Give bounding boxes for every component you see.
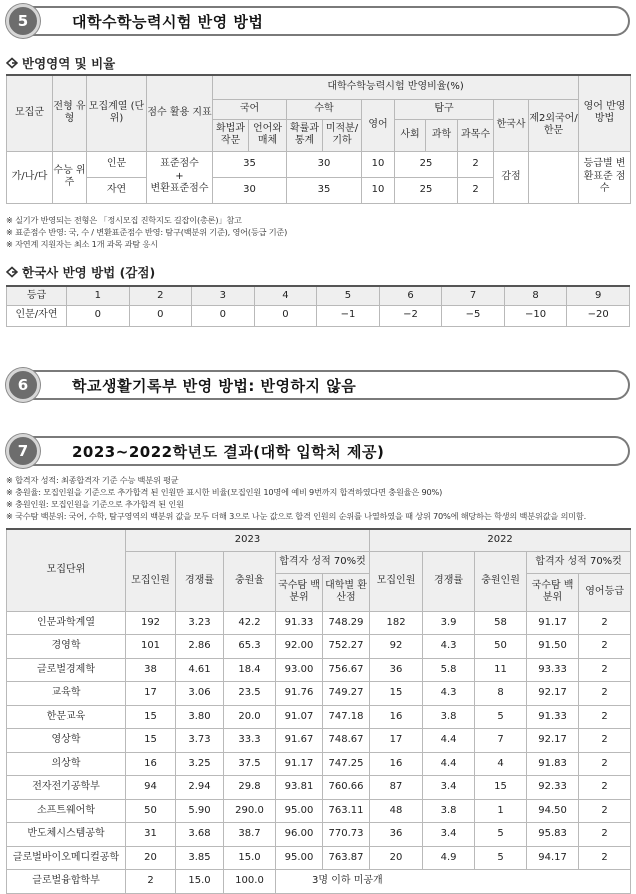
section-7-header [6, 434, 630, 468]
cell-competition: 4.61 [176, 658, 224, 682]
table-row [7, 752, 631, 776]
cell-converted: 756.67 [323, 658, 370, 682]
cell-unit: 한문교육 [7, 705, 126, 729]
note-line: ※ 자연계 지원자는 최소 1개 과목 과탐 응시 [6, 239, 158, 249]
note-line: ※ 합격자 성적: 최종합격자 기준 수능 백분위 평균 [6, 475, 179, 485]
deduct-cell: −10 [504, 305, 567, 326]
cell-group: 가/나/다 [7, 151, 53, 203]
cell-undisclosed: 3명 이하 미공개 [276, 870, 631, 894]
table-row [7, 635, 631, 659]
cell-competition: 5.90 [176, 799, 224, 823]
header-type: 전형 유형 [53, 75, 87, 151]
cell-fill-rate: 20.0 [224, 705, 276, 729]
header-cut70: 합격자 성적 70%컷 [527, 551, 631, 573]
cell-unit: 글로벌경제학 [7, 658, 126, 682]
header-inquiry-social: 사회 [395, 119, 426, 151]
note-line: ※ 국수탐 백분위: 국어, 수학, 탐구영역의 백분위 값을 모두 더해 3으로 나눈 값으로 합격 인원의 순위를 나열하였을 때 상위 70%에 해당하는 학생의 백분위값을 의미함. [6, 511, 586, 521]
cell-converted: 752.27 [323, 635, 370, 659]
header-foreign: 제2외국어/한문 [529, 99, 579, 151]
cell-history: 감점 [494, 151, 529, 203]
result-notes [6, 474, 586, 522]
cell-percentile: 91.83 [527, 752, 579, 776]
table-row [7, 823, 631, 847]
deduct-cell: −2 [379, 305, 442, 326]
cell-recruit: 17 [370, 729, 423, 753]
cell-fill-rate: 38.7 [224, 823, 276, 847]
grade-cell: 8 [504, 286, 567, 305]
cell-recruit: 15 [126, 729, 176, 753]
cell-percentile: 92.00 [276, 635, 323, 659]
cell-inquiry: 25 [395, 177, 458, 203]
cell-recruit: 31 [126, 823, 176, 847]
table-row [7, 870, 631, 894]
cell-english-grade: 2 [579, 705, 631, 729]
cell-competition: 3.8 [423, 705, 475, 729]
grade-cell: 5 [317, 286, 380, 305]
header-recruit: 모집인원 [370, 551, 423, 611]
cell-english-grade: 2 [579, 846, 631, 870]
header-history: 한국사 [494, 99, 529, 151]
cell-percentile: 91.17 [527, 611, 579, 635]
header-percentile: 국수탐 백분위 [527, 573, 579, 611]
index-text: 표준점수 [160, 158, 199, 170]
csat-ratio-table [6, 74, 631, 204]
cell-fill-rate: 100.0 [224, 870, 276, 894]
grade-cell: 7 [442, 286, 505, 305]
header-year-2023: 2023 [126, 529, 370, 551]
cell-recruit: 36 [370, 823, 423, 847]
cell-unit: 글로벌바이오메디컬공학 [7, 846, 126, 870]
cell-competition: 5.8 [423, 658, 475, 682]
cell-recruit: 92 [370, 635, 423, 659]
header-math: 수학 [287, 99, 362, 119]
cell-competition: 3.80 [176, 705, 224, 729]
header-english: 영어 [362, 99, 395, 151]
section-title: 학교생활기록부 반영 방법: 반영하지 않음 [72, 377, 357, 395]
cell-percentile: 91.67 [276, 729, 323, 753]
cell-recruit: 16 [370, 705, 423, 729]
cell-english-grade: 2 [579, 635, 631, 659]
cell-recruit: 36 [370, 658, 423, 682]
cell-unit: 의상학 [7, 752, 126, 776]
cell-recruit: 48 [370, 799, 423, 823]
cell-unit: 글로벌융합학부 [7, 870, 126, 894]
cell-percentile: 91.33 [276, 611, 323, 635]
cell-english: 10 [362, 151, 395, 177]
cell-english-grade: 2 [579, 658, 631, 682]
deduct-cell: 0 [67, 305, 130, 326]
cell-competition: 3.9 [423, 611, 475, 635]
section-number-badge: 7 [6, 434, 40, 468]
cell-fill-count: 58 [475, 611, 527, 635]
results-body [7, 611, 631, 893]
cell-converted: 749.27 [323, 682, 370, 706]
admission-results-table [6, 528, 631, 894]
grade-cell: 1 [67, 286, 130, 305]
cell-fill-rate: 33.3 [224, 729, 276, 753]
cell-percentile: 91.76 [276, 682, 323, 706]
header-method: 영어 반영 방법 [579, 75, 631, 151]
cell-recruit: 2 [126, 870, 176, 894]
cell-percentile: 94.17 [527, 846, 579, 870]
cell-competition: 15.0 [176, 870, 224, 894]
cell-recruit: 87 [370, 776, 423, 800]
cell-recruit: 101 [126, 635, 176, 659]
cell-competition: 3.68 [176, 823, 224, 847]
header-index: 점수 활용 지표 [147, 75, 213, 151]
cell-fill-rate: 29.8 [224, 776, 276, 800]
header-english-grade: 영어등급 [579, 573, 631, 611]
cell-fill-count: 1 [475, 799, 527, 823]
deduct-cell: 0 [192, 305, 255, 326]
table-row [7, 846, 631, 870]
header-csat: 대학수학능력시험 반영비율(%) [213, 75, 579, 99]
cell-competition: 2.94 [176, 776, 224, 800]
cell-unit: 전자전기공학부 [7, 776, 126, 800]
cell-percentile: 95.83 [527, 823, 579, 847]
section-number-badge: 5 [6, 4, 40, 38]
cell-percentile: 91.17 [276, 752, 323, 776]
cell-recruit: 15 [126, 705, 176, 729]
subsection-ratio-title [6, 54, 115, 72]
section-number-badge: 6 [6, 368, 40, 402]
ratio-notes [6, 214, 287, 250]
cell-fill-count: 7 [475, 729, 527, 753]
cell-unit: 인문과학계열 [7, 611, 126, 635]
header-converted: 대학별 환산점 [323, 573, 370, 611]
cell-foreign [529, 151, 579, 203]
cell-recruit: 94 [126, 776, 176, 800]
cell-recruit: 15 [370, 682, 423, 706]
cell-competition: 3.4 [423, 823, 475, 847]
deduct-cell: 0 [254, 305, 317, 326]
deduct-cell: −5 [442, 305, 505, 326]
cell-competition: 4.4 [423, 729, 475, 753]
header-recruit: 모집인원 [126, 551, 176, 611]
cell-english-grade: 2 [579, 611, 631, 635]
cell-competition: 4.4 [423, 752, 475, 776]
cell-index [147, 151, 213, 203]
cell-percentile: 92.17 [527, 682, 579, 706]
index-text: 변환표준점수 [150, 183, 209, 195]
cell-percentile: 94.50 [527, 799, 579, 823]
cell-unit: 반도체시스템공학 [7, 823, 126, 847]
row-label: 인문/자연 [7, 305, 67, 326]
cell-converted: 747.25 [323, 752, 370, 776]
cell-percentile: 91.50 [527, 635, 579, 659]
cell-converted: 770.73 [323, 823, 370, 847]
cell-fill-rate: 65.3 [224, 635, 276, 659]
grade-cell: 2 [129, 286, 192, 305]
deduct-cell: 0 [129, 305, 192, 326]
cell-unit: 소프트웨어학 [7, 799, 126, 823]
cell-recruit: 192 [126, 611, 176, 635]
cell-recruit: 38 [126, 658, 176, 682]
section-title: 대학수학능력시험 반영 방법 [72, 13, 264, 31]
section-title: 2023~2022학년도 결과(대학 입학처 제공) [72, 443, 385, 461]
header-year-2022: 2022 [370, 529, 631, 551]
subsection-label: 반영영역 및 비율 [22, 56, 116, 71]
cell-english-grade: 2 [579, 752, 631, 776]
subsection-history-title [6, 263, 155, 281]
grade-cell: 6 [379, 286, 442, 305]
cell-recruit: 50 [126, 799, 176, 823]
cell-recruit: 17 [126, 682, 176, 706]
header-unit: 모집단위 [7, 529, 126, 611]
note-line: ※ 표준점수 반영: 국, 수 / 변환표준점수 반영: 탐구(백분위 기준), 영어(등급 기준) [6, 227, 288, 237]
cell-fill-rate: 37.5 [224, 752, 276, 776]
cell-competition: 4.3 [423, 635, 475, 659]
cell-count: 2 [458, 177, 494, 203]
cell-fill-count: 8 [475, 682, 527, 706]
cell-percentile: 93.81 [276, 776, 323, 800]
header-korean-1: 화법과 작문 [213, 119, 249, 151]
cell-competition: 3.8 [423, 799, 475, 823]
cell-converted: 763.11 [323, 799, 370, 823]
cell-fill-rate: 42.2 [224, 611, 276, 635]
cell-percentile: 95.00 [276, 799, 323, 823]
cell-recruit: 20 [370, 846, 423, 870]
grade-cell: 3 [192, 286, 255, 305]
cell-english-grade: 2 [579, 799, 631, 823]
cell-competition: 3.4 [423, 776, 475, 800]
cell-percentile: 92.33 [527, 776, 579, 800]
cell-percentile: 95.00 [276, 846, 323, 870]
cell-fill-count: 5 [475, 846, 527, 870]
cell-inquiry: 25 [395, 151, 458, 177]
header-competition: 경쟁률 [176, 551, 224, 611]
cell-english-grade: 2 [579, 729, 631, 753]
cell-fill-rate: 15.0 [224, 846, 276, 870]
section-6-header [6, 368, 630, 402]
cell-converted: 748.29 [323, 611, 370, 635]
cell-fill-rate: 18.4 [224, 658, 276, 682]
deduct-cell: −1 [317, 305, 380, 326]
header-fill-count: 충원인원 [475, 551, 527, 611]
grade-cell: 9 [567, 286, 630, 305]
header-inquiry-science: 과학 [426, 119, 458, 151]
header-grade: 등급 [7, 286, 67, 305]
header-math-1: 확률과 통계 [287, 119, 323, 151]
cell-percentile: 96.00 [276, 823, 323, 847]
header-korean: 국어 [213, 99, 287, 119]
table-row [7, 729, 631, 753]
grade-cell: 4 [254, 286, 317, 305]
header-competition: 경쟁률 [423, 551, 475, 611]
cell-recruit: 16 [126, 752, 176, 776]
cell-percentile: 93.33 [527, 658, 579, 682]
note-line: ※ 충원율: 모집인원을 기준으로 추가합격 된 인원만 표시한 비율(모집인원 10명에 예비 9번까지 합격하였다면 충원율은 90%) [6, 487, 443, 497]
table-row [7, 776, 631, 800]
cell-fill-count: 5 [475, 823, 527, 847]
cell-unit: 인문 [87, 151, 147, 177]
history-table [6, 285, 630, 327]
cell-competition: 4.3 [423, 682, 475, 706]
header-fill-rate: 충원율 [224, 551, 276, 611]
cell-fill-count: 15 [475, 776, 527, 800]
cell-fill-rate: 23.5 [224, 682, 276, 706]
cell-fill-count: 50 [475, 635, 527, 659]
cell-english-grade: 2 [579, 823, 631, 847]
cell-method: 등급별 변환표준 점수 [579, 151, 631, 203]
arrow-right-icon [6, 266, 18, 278]
cell-converted: 763.87 [323, 846, 370, 870]
cell-percentile: 91.07 [276, 705, 323, 729]
cell-percentile: 91.33 [527, 705, 579, 729]
header-inquiry-count: 과목수 [458, 119, 494, 151]
cell-competition: 3.25 [176, 752, 224, 776]
cell-korean: 35 [213, 151, 287, 177]
cell-competition: 2.86 [176, 635, 224, 659]
header-korean-2: 언어와 매체 [249, 119, 287, 151]
table-row [7, 611, 631, 635]
note-line: ※ 실기가 반영되는 전형은 「정시모집 진학지도 길잡이(총론)」참고 [6, 215, 242, 225]
cell-converted: 747.18 [323, 705, 370, 729]
header-math-2: 미적분/ 기하 [323, 119, 362, 151]
cell-percentile: 92.17 [527, 729, 579, 753]
table-row [7, 799, 631, 823]
cell-converted: 748.67 [323, 729, 370, 753]
header-cut70: 합격자 성적 70%컷 [276, 551, 370, 573]
cell-math: 35 [287, 177, 362, 203]
table-row [7, 705, 631, 729]
section-5-header [6, 4, 630, 38]
table-row [7, 305, 630, 326]
cell-competition: 3.85 [176, 846, 224, 870]
cell-percentile: 93.00 [276, 658, 323, 682]
cell-competition: 3.73 [176, 729, 224, 753]
table-row [7, 151, 631, 177]
cell-competition: 4.9 [423, 846, 475, 870]
cell-fill-rate: 290.0 [224, 799, 276, 823]
note-line: ※ 충원인원: 모집인원을 기준으로 추가합격 된 인원 [6, 499, 184, 509]
table-row [7, 682, 631, 706]
cell-unit: 영상학 [7, 729, 126, 753]
table-row [7, 658, 631, 682]
index-plus: + [175, 170, 184, 182]
cell-english-grade: 2 [579, 776, 631, 800]
cell-recruit: 16 [370, 752, 423, 776]
cell-count: 2 [458, 151, 494, 177]
cell-math: 30 [287, 151, 362, 177]
cell-english-grade: 2 [579, 682, 631, 706]
header-percentile: 국수탐 백분위 [276, 573, 323, 611]
cell-unit: 경영학 [7, 635, 126, 659]
cell-fill-count: 11 [475, 658, 527, 682]
arrow-right-icon [6, 57, 18, 69]
header-unit: 모집계열 (단위) [87, 75, 147, 151]
header-group: 모집군 [7, 75, 53, 151]
cell-recruit: 182 [370, 611, 423, 635]
cell-english: 10 [362, 177, 395, 203]
header-inquiry: 탐구 [395, 99, 494, 119]
subsection-label: 한국사 반영 방법 (감점) [22, 265, 156, 280]
cell-type: 수능 위주 [53, 151, 87, 203]
cell-unit: 교육학 [7, 682, 126, 706]
cell-fill-count: 5 [475, 705, 527, 729]
cell-competition: 3.23 [176, 611, 224, 635]
cell-unit: 자연 [87, 177, 147, 203]
cell-fill-count: 4 [475, 752, 527, 776]
cell-recruit: 20 [126, 846, 176, 870]
cell-korean: 30 [213, 177, 287, 203]
cell-converted: 760.66 [323, 776, 370, 800]
cell-competition: 3.06 [176, 682, 224, 706]
deduct-cell: −20 [567, 305, 630, 326]
